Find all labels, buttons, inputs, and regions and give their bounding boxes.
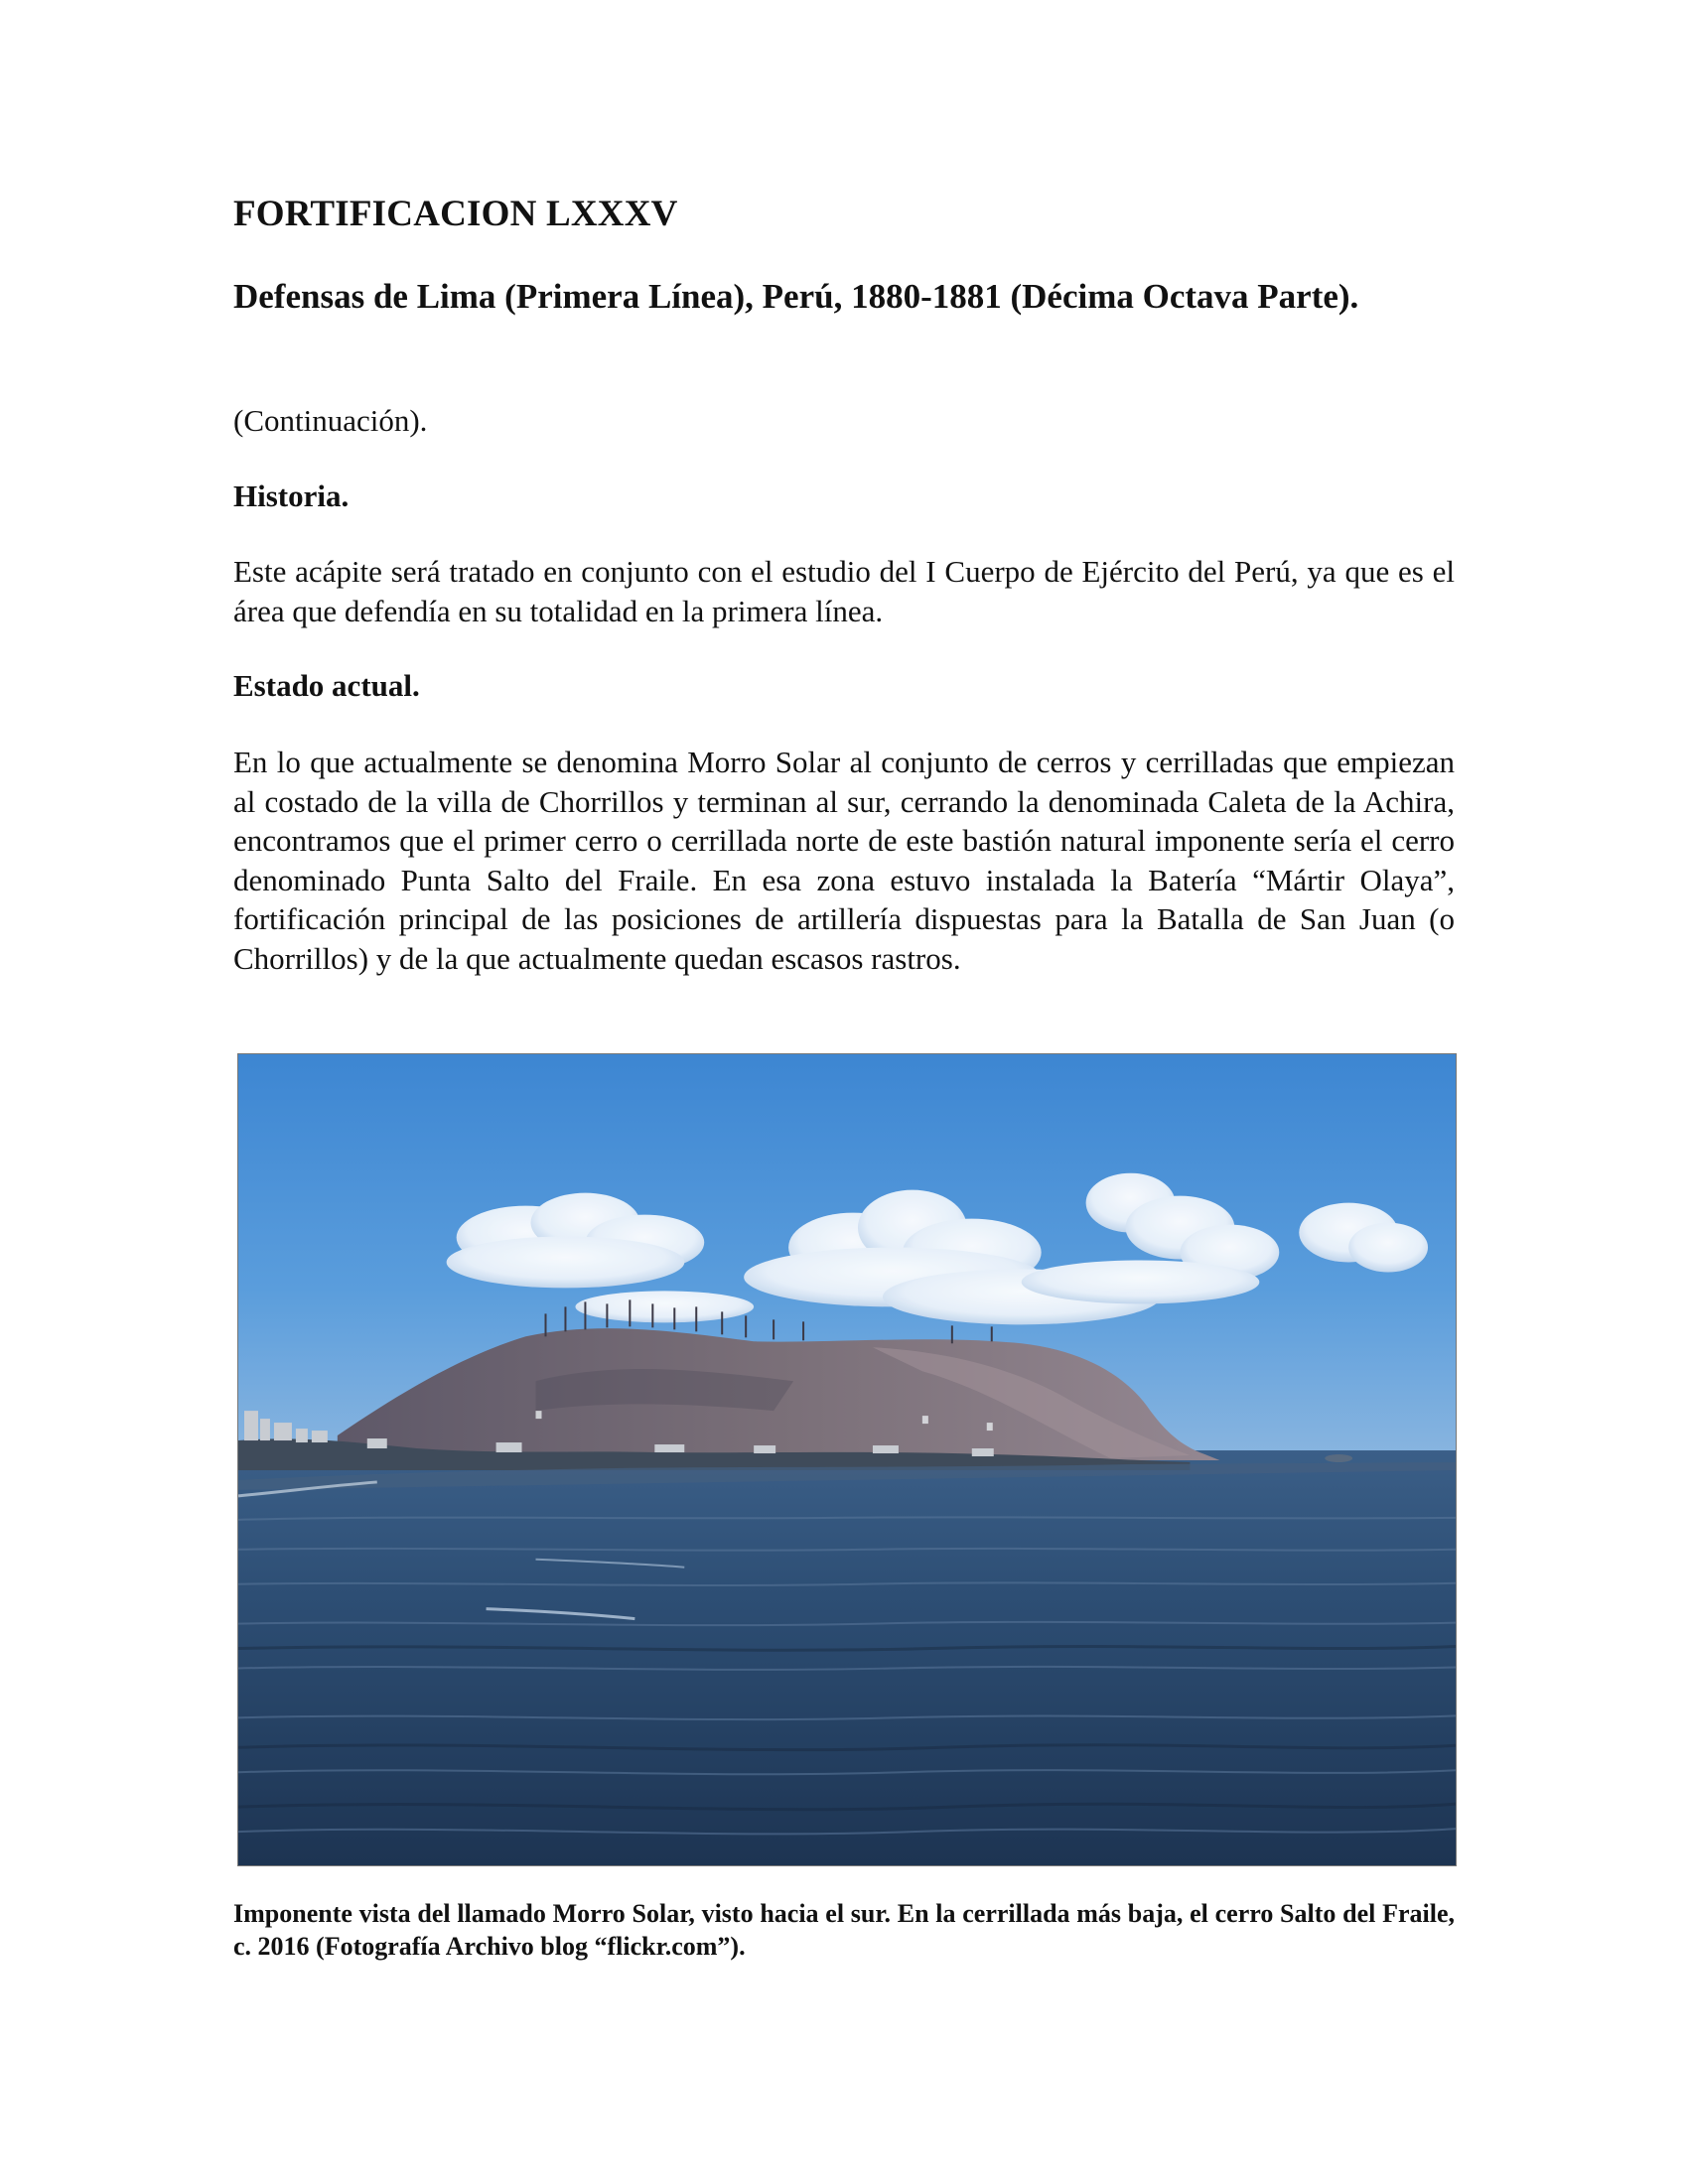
section-heading-historia: Historia. xyxy=(233,478,350,513)
section-body-estado-actual: En lo que actualmente se denomina Morro Solar al conjunto de cerros y cerrilladas que empiezan al costado de la villa de Chorrillos y terminan al sur, cerrando la denominada Caleta de la Achira, encontramos que el primer cerro o cerrillada norte de este bastión natural imponente sería el cerro denominado Punta Salto del Fraile. En esa zona estuvo instalada la Batería “Mártir Olaya”, fortificación principal de las posiciones de artillería dispuestas para la Batalla de San Juan (o Chorrillos) y de la que actualmente quedan escasos rastros. xyxy=(233,745,1455,976)
document-subtitle: Defensas de Lima (Primera Línea), Perú, 1880-1881 (Décima Octava Parte). xyxy=(233,277,1359,316)
figure-caption: Imponente vista del llamado Morro Solar, visto hacia el sur. En la cerrillada más baja, el cerro Salto del Fraile, c. 2016 (Fotografía Archivo blog “flickr.com”). xyxy=(233,1899,1455,1961)
morro-solar-photo xyxy=(237,1053,1457,1866)
continuation-note: (Continuación). xyxy=(233,403,428,438)
section-heading-estado-actual: Estado actual. xyxy=(233,668,420,703)
section-body-historia: Este acápite será tratado en conjunto con el estudio del I Cuerpo de Ejército del Perú, ya que es el área que defendía en su totalidad en la primera línea. xyxy=(233,554,1455,628)
document-title: FORTIFICACION LXXXV xyxy=(233,194,678,234)
